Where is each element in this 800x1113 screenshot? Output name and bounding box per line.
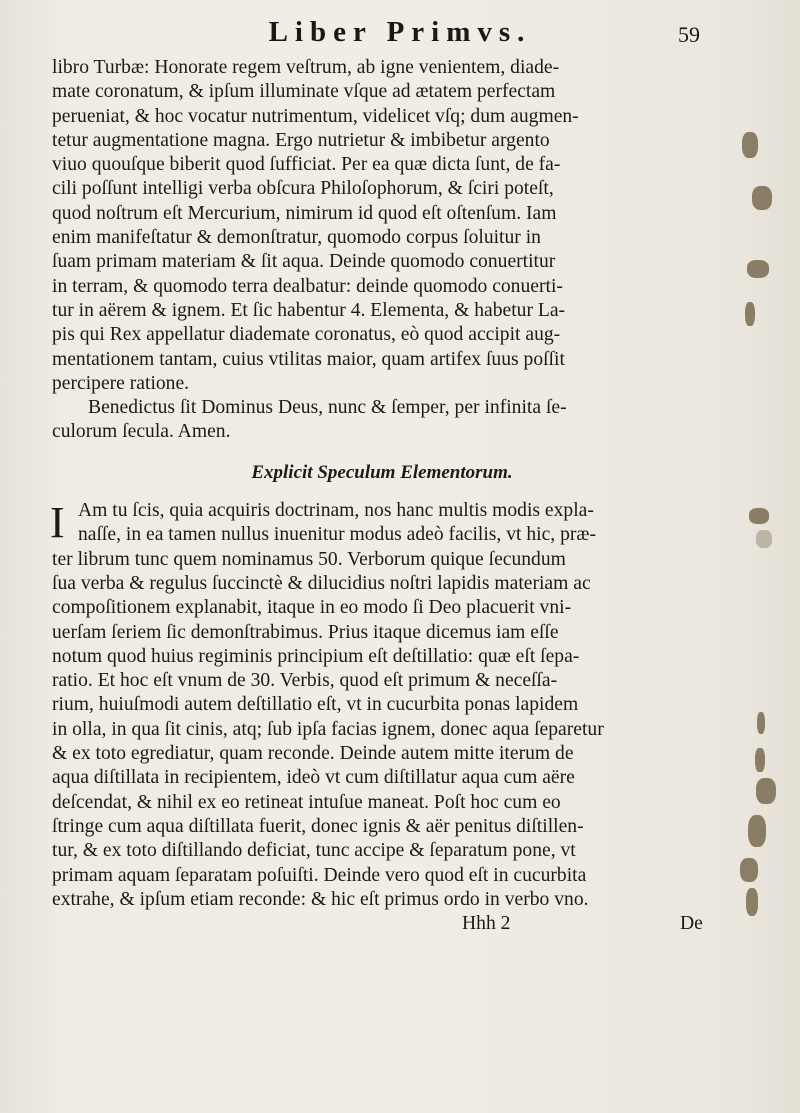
margin-stain — [747, 260, 769, 278]
text-line: tur, & ex toto diſtillando deficiat, tunc accipe & ſeparatum pone, vt — [52, 840, 576, 862]
text-line: rium, huiuſmodi autem deſtillatio eſt, vt in cucurbita ponas lapidem — [52, 694, 579, 716]
drop-capital: I — [50, 498, 65, 548]
body-text — [52, 56, 712, 936]
text-line: uerſam ſeriem ſic demonſtrabimus. Prius itaque dicemus iam eſſe — [52, 621, 559, 643]
text-line: compoſitionem explanabit, itaque in eo modo ſi Deo placuerit vni- — [52, 597, 572, 619]
running-title: Liber Primvs. — [268, 16, 532, 48]
text-line: viuo quouſque biberit quod ſufficiat. Per ea quæ dicta ſunt, de fa- — [52, 154, 561, 176]
footer-line — [52, 912, 712, 936]
catchword: De — [680, 913, 703, 935]
text-line: quod noſtrum eſt Mercurium, nimirum id quod eſt oſtenſum. Iam — [52, 202, 557, 224]
text-line: extrahe, & ipſum etiam reconde: & hic eſt primus ordo in verbo vno. — [52, 888, 589, 910]
margin-stain — [756, 530, 772, 548]
page-header — [0, 16, 800, 52]
text-line: deſcendat, & nihil ex eo retineat intuſue maneat. Poſt hoc cum eo — [52, 791, 561, 813]
margin-stain — [748, 815, 766, 847]
text-line: ſua verba & regulus ſuccinctè & dilucidius noſtri lapidis materiam ac — [52, 572, 591, 594]
paragraph-2 — [52, 396, 712, 445]
margin-stain — [749, 508, 769, 524]
text-line: perueniat, & hoc vocatur nutrimentum, videlicet vſq; dum augmen- — [52, 105, 579, 127]
margin-stain — [746, 888, 758, 916]
margin-stain — [740, 858, 758, 882]
text-line: ter librum tunc quem nominamus 50. Verborum quique ſecundum — [52, 548, 566, 570]
margin-stain — [745, 302, 755, 326]
section-heading: Explicit Speculum Elementorum. — [251, 461, 513, 483]
text-line: percipere ratione. — [52, 372, 190, 394]
paragraph-1 — [52, 56, 712, 396]
text-line: enim manifeſtatur & demonſtratur, quomodo corpus ſoluitur in — [52, 227, 541, 249]
margin-stain — [742, 132, 758, 158]
text-line: in terram, & quomodo terra dealbatur: deinde quomodo conuerti- — [52, 275, 563, 297]
text-line: primam aquam ſeparatam poſuiſti. Deinde vero quod eſt in cucurbita — [52, 864, 587, 886]
text-line: culorum ſecula. Amen. — [52, 421, 231, 443]
text-line: notum quod huius regiminis principium eſt deſtillatio: quæ eſt ſepa- — [52, 645, 580, 667]
margin-stain — [755, 748, 765, 772]
text-line: tetur augmentatione magna. Ergo nutrietur & imbibetur argento — [52, 129, 550, 151]
text-line: pis qui Rex appellatur diademate coronatus, eò quod accipit aug- — [52, 324, 561, 346]
text-line: Am tu ſcis, quia acquiris doctrinam, nos hanc multis modis expla- — [78, 500, 594, 522]
margin-stain — [756, 778, 776, 804]
spacer — [52, 445, 712, 459]
text-line: libro Turbæ: Honorate regem veſtrum, ab igne venientem, diade- — [52, 57, 560, 78]
text-line: aqua diſtillata in recipientem, ideò vt cum diſtillatur aqua cum aëre — [52, 767, 575, 789]
margin-stain — [757, 712, 765, 734]
page-number: 59 — [678, 22, 700, 47]
paragraph-3 — [52, 499, 712, 912]
text-line: in olla, in qua ſit cinis, atq; ſub ipſa facias ignem, donec aqua ſeparetur — [52, 718, 604, 740]
text-line: & ex toto egrediatur, quam reconde. Deinde autem mitte iterum de — [52, 743, 574, 765]
text-line: mate coronatum, & ipſum illuminate vſque ad ætatem perfectam — [52, 81, 556, 103]
signature-mark: Hhh 2 — [462, 913, 511, 935]
text-line: ſtringe cum aqua diſtillata fuerit, donec ignis & aër penitus diſtillen- — [52, 815, 584, 837]
margin-stain — [752, 186, 772, 210]
text-line: cili poſſunt intelligi verba obſcura Philoſophorum, & ſciri poteſt, — [52, 178, 554, 200]
text-line: mentationem tantam, cuius vtilitas maior, quam artifex ſuus poſſit — [52, 348, 565, 370]
text-line: naſſe, in ea tamen nullus inuenitur modus adeò facilis, vt hic, præ- — [78, 524, 597, 546]
text-line: Benedictus ſit Dominus Deus, nunc & ſemper, per infinita ſe- — [88, 397, 567, 419]
text-line: tur in aërem & ignem. Et ſic habentur 4. Elementa, & habetur La- — [52, 299, 566, 321]
text-line: ratio. Et hoc eſt vnum de 30. Verbis, quod eſt primum & neceſſa- — [52, 670, 558, 692]
text-line: ſuam primam materiam & ſit aqua. Deinde quomodo conuertitur — [52, 251, 556, 273]
